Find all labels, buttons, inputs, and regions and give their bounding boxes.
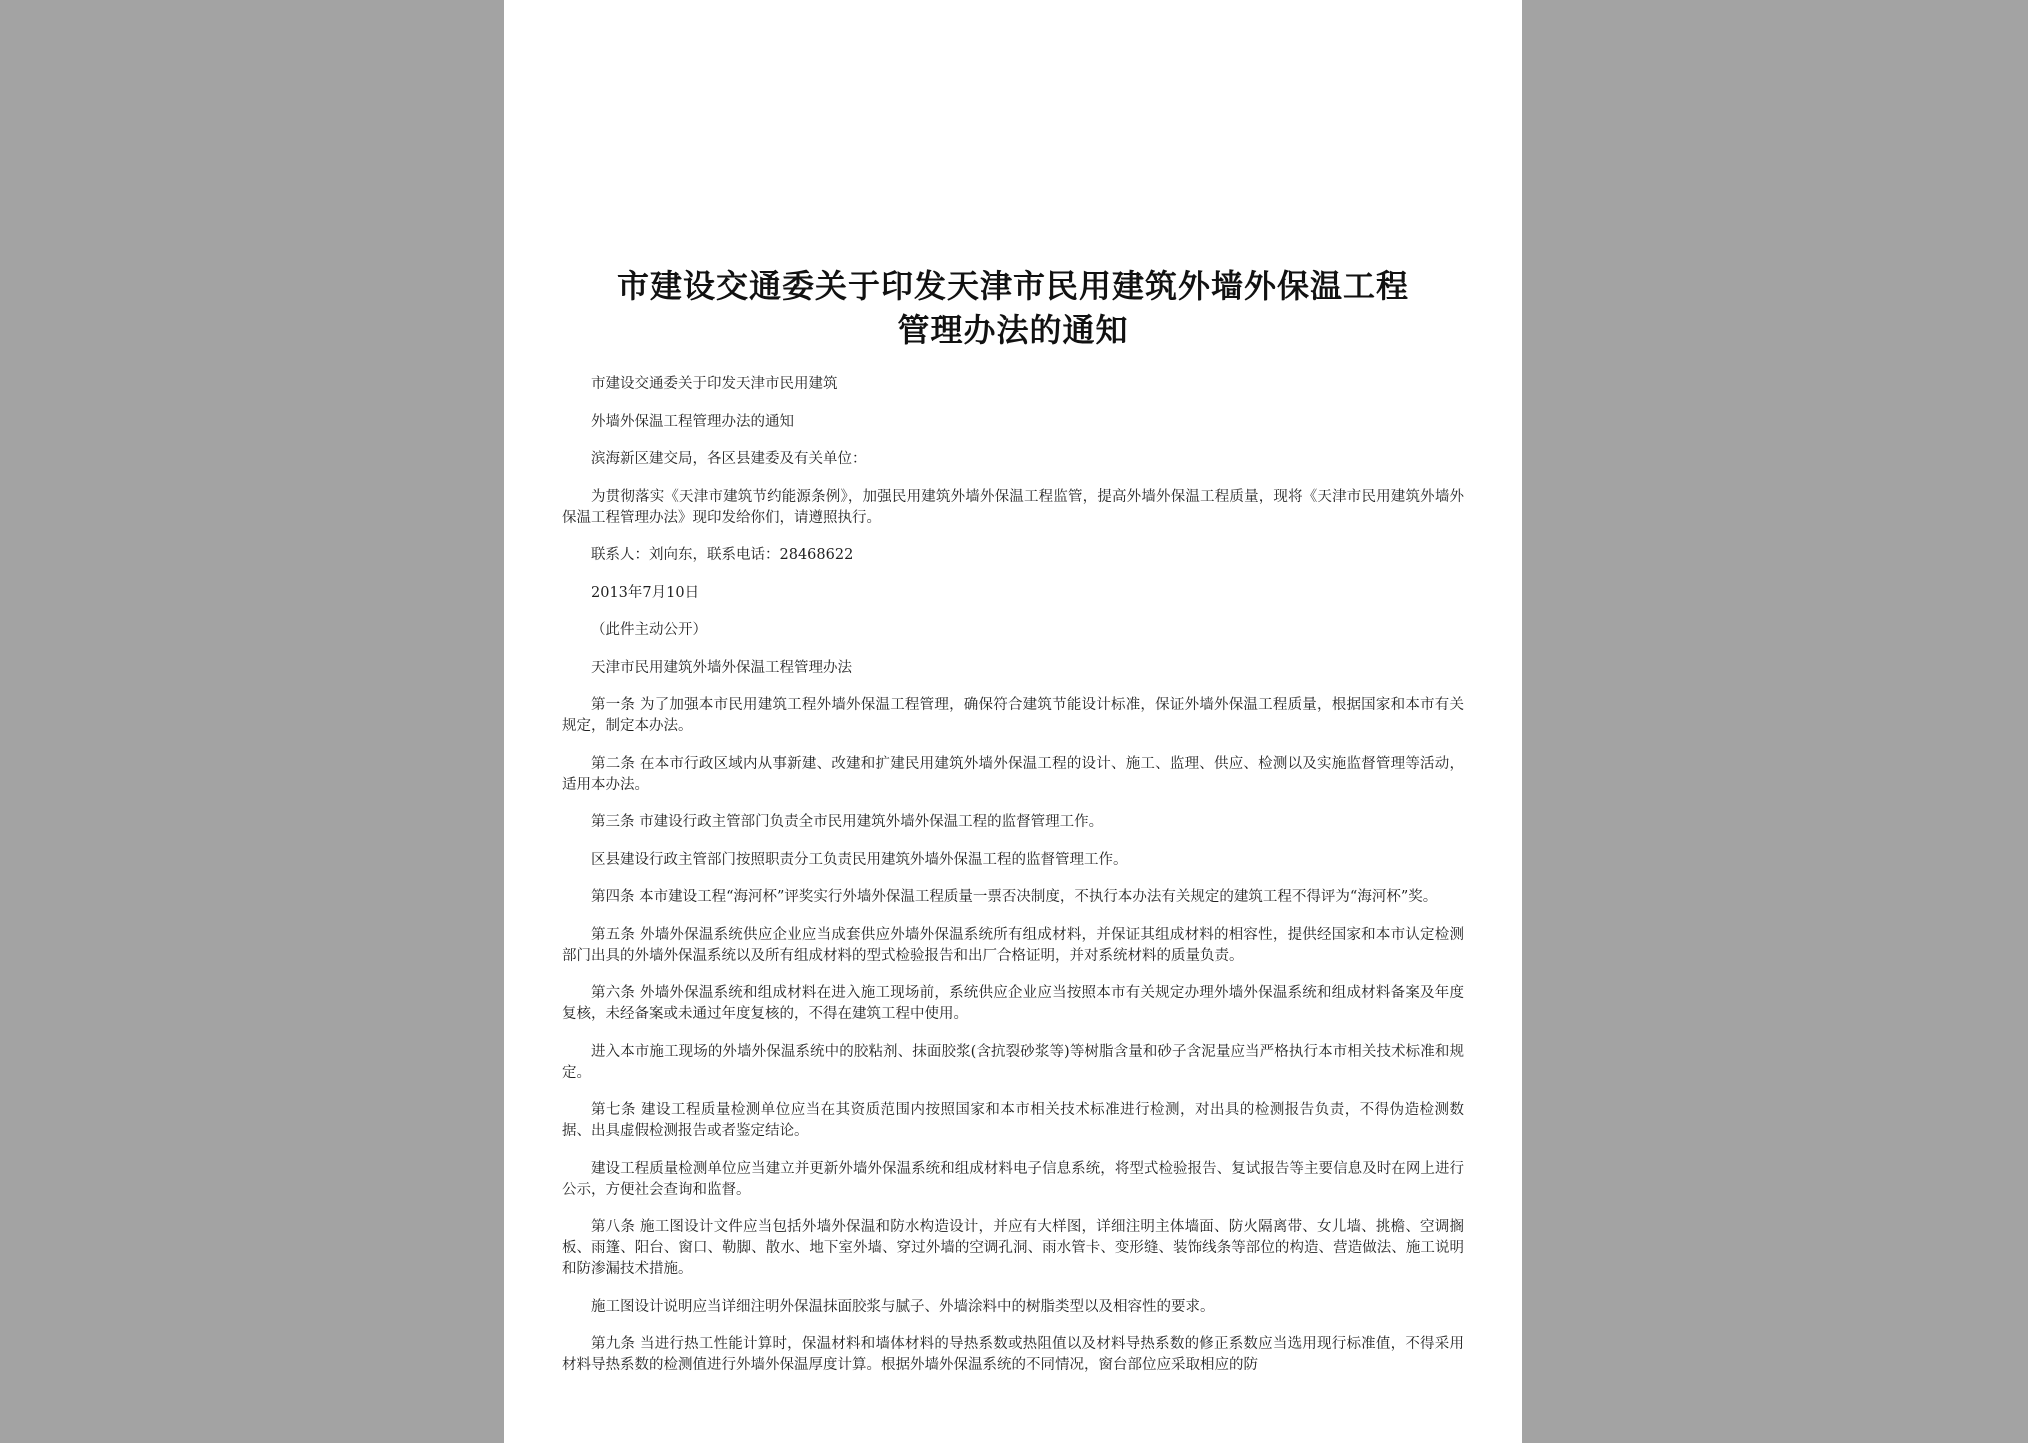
document-title xyxy=(562,264,1464,352)
public-note: （此件主动公开） xyxy=(591,622,707,638)
title-line-1: 市建设交通委关于印发天津市民用建筑外墙外保温工程 xyxy=(616,267,1409,305)
article-2: 第二条 在本市行政区域内从事新建、改建和扩建民用建筑外墙外保温工程的设计、施工、监理、供应、检测以及实施监督管理等活动，适用本办法。 xyxy=(562,755,1464,793)
article-7: 第七条 建设工程质量检测单位应当在其资质范围内按照国家和本市相关技术标准进行检测，对出具的检测报告负责，不得伪造检测数据、出具虚假检测报告或者鉴定结论。 xyxy=(562,1102,1464,1139)
document-page xyxy=(504,0,1522,1443)
regulation-title: 天津市民用建筑外墙外保温工程管理办法 xyxy=(591,659,852,676)
addressee: 滨海新区建交局，各区县建委及有关单位： xyxy=(591,451,867,467)
contact-line: 联系人：刘向东，联系电话：28468622 xyxy=(591,547,854,563)
article-9: 第九条 当进行热工性能计算时，保温材料和墙体材料的导热系数或热阻值以及材料导热系数的修正系数应当选用现行标准值，不得采用材料导热系数的检测值进行外墙外保温厚度计算。根据外墙外保温系统的不同情况，窗台部位应采取相应的防 xyxy=(562,1336,1464,1373)
subject-line-2: 外墙外保温工程管理办法的通知 xyxy=(591,413,794,430)
title-line-2: 管理办法的通知 xyxy=(897,311,1129,349)
article-5: 第五条 外墙外保温系统供应企业应当成套供应外墙外保温系统所有组成材料，并保证其组成材料的相容性，提供经国家和本市认定检测部门出具的外墙外保温系统以及所有组成材料的型式检验报告和出厂合格证明，并对系统材料的质量负责。 xyxy=(562,926,1464,964)
article-8-cont: 施工图设计说明应当详细注明外保温抹面胶浆与腻子、外墙涂料中的树脂类型以及相容性的要求。 xyxy=(591,1298,1215,1315)
article-6-cont: 进入本市施工现场的外墙外保温系统中的胶粘剂、抹面胶浆(含抗裂砂浆等)等树脂含量和砂子含泥量应当严格执行本市相关技术标准和规定。 xyxy=(562,1043,1464,1081)
date-line: 2013年7月10日 xyxy=(591,584,700,601)
article-1: 第一条 为了加强本市民用建筑工程外墙外保温工程管理，确保符合建筑节能设计标准，保证外墙外保温工程质量，根据国家和本市有关规定，制定本办法。 xyxy=(562,697,1464,734)
article-7-cont: 建设工程质量检测单位应当建立并更新外墙外保温系统和组成材料电子信息系统，将型式检验报告、复试报告等主要信息及时在网上进行公示，方便社会查询和监督。 xyxy=(562,1160,1464,1198)
article-3: 第三条 市建设行政主管部门负责全市民用建筑外墙外保温工程的监督管理工作。 xyxy=(591,814,1104,830)
document-body xyxy=(562,374,1464,1376)
article-4: 第四条 本市建设工程“海河杯”评奖实行外墙外保温工程质量一票否决制度，不执行本办法有关规定的建筑工程不得评为“海河杯”奖。 xyxy=(591,889,1438,905)
article-3-cont: 区县建设行政主管部门按照职责分工负责民用建筑外墙外保温工程的监督管理工作。 xyxy=(591,851,1128,868)
article-8: 第八条 施工图设计文件应当包括外墙外保温和防水构造设计，并应有大样图，详细注明主体墙面、防火隔离带、女儿墙、挑檐、空调搁板、雨篷、阳台、窗口、勒脚、散水、地下室外墙、穿过外墙的空调孔洞、雨水管卡、变形缝、装饰线条等部位的构造、营造做法、施工说明和防渗漏技术措施。 xyxy=(562,1219,1464,1277)
article-6: 第六条 外墙外保温系统和组成材料在进入施工现场前，系统供应企业应当按照本市有关规定办理外墙外保温系统和组成材料备案及年度复核，未经备案或未通过年度复核的，不得在建筑工程中使用。 xyxy=(562,985,1464,1022)
subject-line-1: 市建设交通委关于印发天津市民用建筑 xyxy=(591,376,838,392)
notice-paragraph: 为贯彻落实《天津市建筑节约能源条例》，加强民用建筑外墙外保温工程监管，提高外墙外保温工程质量，现将《天津市民用建筑外墙外保温工程管理办法》现印发给你们，请遵照执行。 xyxy=(562,488,1464,526)
